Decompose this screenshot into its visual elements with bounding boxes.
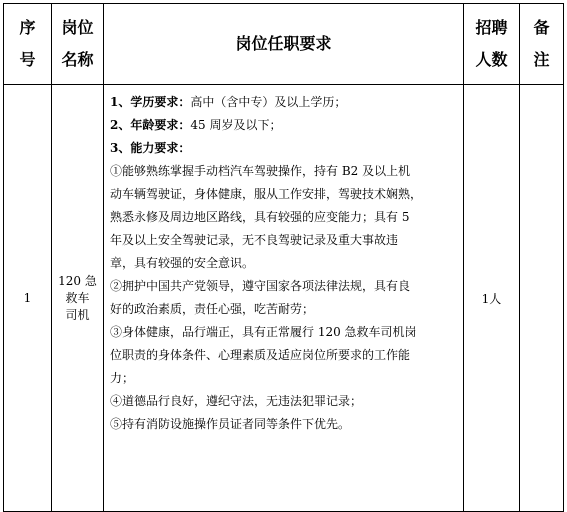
header-no: 序 号 (4, 4, 52, 85)
requirement-line: 动车辆驾驶证，身体健康，服从工作安排，驾驶技术娴熟， (110, 187, 423, 201)
ability-requirement-label: 3、能力要求： (110, 141, 191, 155)
header-row (4, 4, 564, 85)
requirement-line: 年及以上安全驾驶记录，无不良驾驶记录及重大事故违 (110, 233, 399, 247)
cell-no: 1 (4, 85, 52, 512)
requirement-line: 熟悉永修及周边地区路线，具有较强的应变能力；具有 5 (110, 210, 410, 224)
table-row (4, 85, 564, 512)
cell-requirements (104, 85, 464, 512)
requirement-line: ④道德品行良好，遵纪守法，无违法犯罪记录； (110, 394, 363, 408)
header-position: 岗位 名称 (52, 4, 104, 85)
cell-position: 120 急 救车 司机 (52, 85, 104, 512)
requirement-line: 力； (110, 371, 135, 385)
requirement-line: 好的政治素质，责任心强，吃苦耐劳； (110, 302, 315, 316)
requirement-line: ①能够熟练掌握手动档汽车驾驶操作，持有 B2 及以上机 (110, 164, 411, 178)
requirement-line: 章，具有较强的安全意识。 (110, 256, 255, 270)
requirement-line: ②拥护中国共产党领导，遵守国家各项法律法规，具有良 (110, 279, 411, 293)
header-requirements: 岗位任职要求 (104, 4, 464, 85)
requirement-line: 位职责的身体条件、心理素质及适应岗位所要求的工作能 (110, 348, 411, 362)
requirement-line: ⑤持有消防设施操作员证者同等条件下优先。 (110, 417, 351, 431)
education-requirement: 1、学历要求：高中（含中专）及以上学历； (110, 95, 347, 109)
recruitment-table (3, 3, 564, 512)
header-headcount: 招聘 人数 (464, 4, 520, 85)
cell-remarks (520, 85, 564, 512)
requirement-line: ③身体健康，品行端正，具有正常履行 120 急救车司机岗 (110, 325, 417, 339)
age-requirement: 2、年龄要求：45 周岁及以下； (110, 118, 282, 132)
cell-headcount: 1人 (464, 85, 520, 512)
header-remarks: 备 注 (520, 4, 564, 85)
